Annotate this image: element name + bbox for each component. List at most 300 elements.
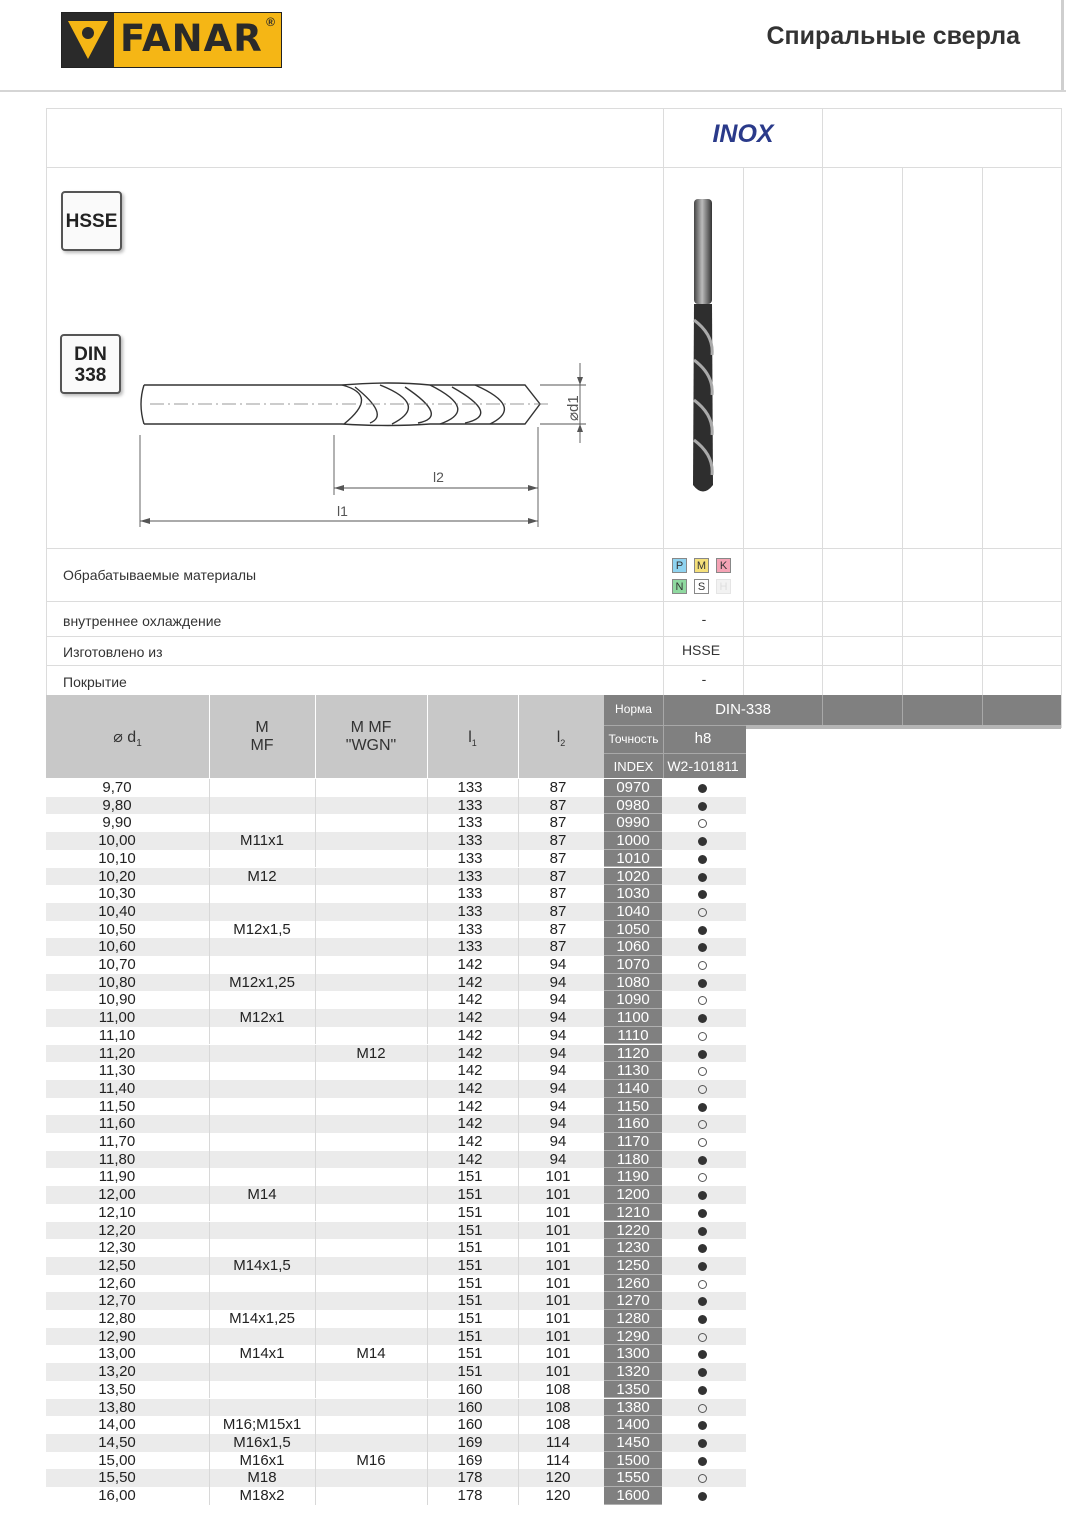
cell-thread-m: [209, 1027, 315, 1045]
cell-l2: 94: [549, 1115, 567, 1133]
norm-value: DIN-338: [715, 701, 771, 718]
index-label: INDEX: [613, 759, 654, 774]
cell-diameter: 13,20: [98, 1363, 136, 1381]
stock-on-order-icon: [698, 1280, 707, 1289]
cell-thread-m: [209, 1328, 315, 1346]
cell-index: 1030: [604, 885, 662, 903]
cell-index: 1050: [604, 921, 662, 939]
cell-index: 1380: [604, 1399, 662, 1417]
cell-index: 1080: [604, 974, 662, 992]
cell-thread-wgn: [315, 1151, 427, 1169]
cell-l1: 133: [457, 849, 483, 867]
cell-index: 1040: [604, 903, 662, 921]
cell-thread-wgn: M14: [356, 1345, 386, 1363]
cell-diameter: 10,50: [98, 920, 136, 938]
cell-thread-m: M18x2: [239, 1487, 285, 1504]
cell-diameter: 16,00: [98, 1487, 136, 1504]
cell-l2: 94: [549, 1133, 567, 1150]
cell-diameter: 11,30: [98, 1062, 136, 1080]
stock-available-icon: [698, 837, 707, 846]
brand-logo: [61, 12, 282, 68]
cell-thread-wgn: [315, 903, 427, 921]
cell-thread-m: M14x1,5: [233, 1256, 291, 1274]
table-row: [46, 832, 746, 850]
cell-thread-m: [209, 797, 315, 815]
cell-diameter: 9,70: [102, 779, 132, 796]
cell-thread-m: [209, 903, 315, 921]
cell-thread-m: [209, 938, 315, 956]
cell-index: 1000: [604, 832, 662, 850]
cell-thread-wgn: [315, 974, 427, 992]
cell-index: 0990: [604, 814, 662, 832]
table-row: [46, 938, 746, 956]
cell-thread-m: M16x1,5: [233, 1433, 291, 1451]
cell-index: 0970: [604, 779, 662, 797]
cell-l2: 101: [545, 1186, 571, 1204]
stock-on-order-icon: [698, 908, 707, 917]
stock-on-order-icon: [698, 1067, 707, 1076]
brand-name: FANAR: [120, 17, 263, 60]
prop-coating-value: -: [701, 671, 707, 687]
cell-thread-wgn: [315, 1204, 427, 1222]
table-row: [46, 1363, 746, 1381]
cell-thread-m: [209, 1080, 315, 1098]
cell-l2: 87: [549, 849, 567, 867]
cell-thread-wgn: [315, 991, 427, 1009]
cell-diameter: 11,20: [98, 1044, 136, 1062]
cell-thread-m: [209, 1115, 315, 1133]
cell-thread-wgn: [315, 832, 427, 850]
cell-thread-m: [209, 1151, 315, 1169]
cell-index: 1120: [604, 1045, 662, 1063]
cell-thread-wgn: [315, 1363, 427, 1381]
cell-diameter: 11,80: [98, 1150, 136, 1168]
cell-index: 1110: [604, 1027, 662, 1045]
table-row: [46, 1328, 746, 1346]
cell-diameter: 13,00: [98, 1345, 136, 1363]
cell-l2: 87: [549, 867, 567, 885]
material-badge: [61, 191, 122, 251]
cell-index: 1170: [604, 1133, 662, 1151]
cell-l1: 133: [457, 832, 483, 850]
cell-thread-m: [209, 1239, 315, 1257]
cell-l1: 151: [457, 1239, 483, 1257]
table-row: [46, 1080, 746, 1098]
cell-l2: 108: [545, 1380, 571, 1398]
stock-available-icon: [698, 1315, 707, 1324]
cell-index: 1140: [604, 1080, 662, 1098]
cell-diameter: 13,50: [98, 1380, 136, 1398]
cell-thread-m: [209, 1045, 315, 1063]
table-row: [46, 779, 746, 797]
cell-l2: 87: [549, 920, 567, 938]
cell-index: 1250: [604, 1257, 662, 1275]
cell-thread-wgn: [315, 956, 427, 974]
cell-diameter: 10,20: [98, 867, 136, 885]
drill-photo: [680, 195, 726, 500]
cell-thread-m: [209, 779, 315, 797]
table-row: [46, 1168, 746, 1186]
material-s: S: [694, 579, 709, 594]
cell-diameter: 10,10: [98, 849, 136, 867]
cell-index: 1090: [604, 991, 662, 1009]
stock-on-order-icon: [698, 819, 707, 828]
cell-l1: 142: [457, 991, 483, 1009]
cell-thread-wgn: [315, 1133, 427, 1151]
cell-diameter: 13,80: [98, 1398, 136, 1416]
cell-l2: 108: [545, 1398, 571, 1416]
table-row: [46, 1469, 746, 1487]
prop-cooling-value: -: [701, 611, 707, 627]
cell-l2: 87: [549, 902, 567, 920]
cell-diameter: 10,60: [98, 938, 136, 956]
cell-thread-m: [209, 991, 315, 1009]
cell-l2: 87: [549, 938, 567, 956]
prop-coating-label: Покрытие: [63, 674, 127, 690]
cell-thread-wgn: [315, 1080, 427, 1098]
cell-diameter: 12,90: [98, 1327, 136, 1345]
cell-index: 1550: [604, 1469, 662, 1487]
table-row: [46, 1062, 746, 1080]
cell-l1: 151: [457, 1363, 483, 1381]
cell-l1: 142: [457, 1115, 483, 1133]
cell-thread-m: [209, 1062, 315, 1080]
cell-diameter: 11,10: [98, 1026, 136, 1044]
cell-index: 1130: [604, 1062, 662, 1080]
stock-available-icon: [698, 1457, 707, 1466]
stock-available-icon: [698, 926, 707, 935]
cell-thread-m: [209, 850, 315, 868]
cell-l1: 169: [457, 1451, 483, 1469]
drill-drawing: [130, 355, 600, 535]
material-groups: [672, 558, 736, 594]
cell-diameter: 15,50: [98, 1469, 136, 1487]
cell-l2: 94: [549, 973, 567, 991]
cell-thread-m: [209, 1363, 315, 1381]
stock-on-order-icon: [698, 1032, 707, 1041]
cell-diameter: 12,80: [98, 1310, 136, 1327]
stock-on-order-icon: [698, 1173, 707, 1182]
cell-l2: 101: [545, 1345, 571, 1363]
cell-l2: 94: [549, 1026, 567, 1044]
cell-l2: 101: [545, 1168, 571, 1186]
cell-diameter: 15,00: [98, 1451, 136, 1469]
cell-index: 1600: [604, 1487, 662, 1505]
table-row: [46, 1151, 746, 1169]
cell-diameter: 9,80: [102, 796, 132, 814]
table-row: [46, 1381, 746, 1399]
stock-available-icon: [698, 1421, 707, 1430]
stock-available-icon: [698, 784, 707, 793]
cell-l2: 87: [549, 832, 567, 850]
table-row: [46, 1310, 746, 1328]
cell-thread-m: M12x1,25: [229, 973, 295, 991]
cell-l2: 94: [549, 1079, 567, 1097]
stock-available-icon: [698, 1386, 707, 1395]
cell-diameter: 11,00: [98, 1009, 136, 1027]
cell-l1: 142: [457, 1044, 483, 1062]
cell-thread-wgn: [315, 1469, 427, 1487]
stock-available-icon: [698, 802, 707, 811]
table-row: [46, 868, 746, 886]
cell-l1: 151: [457, 1345, 483, 1363]
cell-index: 1280: [604, 1310, 662, 1328]
cell-index: 1070: [604, 956, 662, 974]
table-row: [46, 1292, 746, 1310]
cell-diameter: 12,70: [98, 1292, 136, 1310]
cell-l2: 101: [545, 1292, 571, 1310]
cell-thread-m: [209, 885, 315, 903]
cell-l2: 101: [545, 1256, 571, 1274]
cell-l1: 142: [457, 973, 483, 991]
cell-index: 1200: [604, 1186, 662, 1204]
cell-thread-wgn: [315, 885, 427, 903]
cell-index: 0980: [604, 797, 662, 815]
cell-diameter: 10,70: [98, 956, 136, 973]
material-n: N: [672, 579, 687, 594]
cell-l2: 101: [545, 1310, 571, 1327]
cell-l1: 151: [457, 1186, 483, 1204]
header-divider: [0, 90, 1066, 92]
cell-thread-wgn: M16: [356, 1451, 386, 1469]
stock-available-icon: [698, 1103, 707, 1112]
cell-diameter: 12,10: [98, 1203, 136, 1221]
cell-l1: 133: [457, 779, 483, 796]
cell-thread-m: M14x1,25: [229, 1310, 295, 1327]
table-row: [46, 1222, 746, 1240]
cell-l2: 94: [549, 1150, 567, 1168]
cell-l2: 94: [549, 991, 567, 1009]
cell-l1: 151: [457, 1274, 483, 1292]
cell-thread-wgn: [315, 938, 427, 956]
cell-thread-m: [209, 814, 315, 832]
norm-label: Норма: [615, 702, 652, 716]
table-row: [46, 1115, 746, 1133]
cell-index: 1150: [604, 1098, 662, 1116]
cell-thread-wgn: [315, 1310, 427, 1328]
page-edge: [1061, 0, 1064, 90]
cell-thread-wgn: [315, 1381, 427, 1399]
cell-diameter: 12,20: [98, 1221, 136, 1239]
cell-thread-m: [209, 1098, 315, 1116]
cell-thread-wgn: M12: [356, 1044, 386, 1062]
cell-thread-wgn: [315, 1487, 427, 1505]
table-row: [46, 850, 746, 868]
table-row: [46, 797, 746, 815]
cell-l2: 108: [545, 1416, 571, 1434]
table-row: [46, 1452, 746, 1470]
cell-l1: 133: [457, 920, 483, 938]
cell-thread-wgn: [315, 1434, 427, 1452]
cell-l2: 101: [545, 1203, 571, 1221]
cell-diameter: 11,60: [98, 1115, 136, 1133]
cell-l1: 133: [457, 867, 483, 885]
stock-available-icon: [698, 979, 707, 988]
stock-available-icon: [698, 1244, 707, 1253]
table-row: [46, 956, 746, 974]
cell-index: 1230: [604, 1239, 662, 1257]
table-row: [46, 814, 746, 832]
stock-on-order-icon: [698, 1404, 707, 1413]
cell-l2: 94: [549, 956, 567, 973]
col-thread-m: M MF: [250, 719, 274, 754]
prop-cooling-label: внутреннее охлаждение: [63, 613, 222, 629]
index-value: W2-101811: [667, 758, 739, 774]
cell-thread-m: [209, 1399, 315, 1417]
cell-thread-m: [209, 1292, 315, 1310]
cell-diameter: 12,60: [98, 1274, 136, 1292]
cell-thread-m: [209, 1222, 315, 1240]
cell-thread-wgn: [315, 814, 427, 832]
cell-diameter: 14,00: [98, 1416, 136, 1434]
cell-l1: 142: [457, 1079, 483, 1097]
cell-index: 1300: [604, 1345, 662, 1363]
cell-index: 1350: [604, 1381, 662, 1399]
cell-thread-m: M12: [247, 867, 277, 885]
stock-on-order-icon: [698, 1474, 707, 1483]
cell-l1: 151: [457, 1292, 483, 1310]
cell-diameter: 10,00: [98, 832, 136, 850]
cell-thread-wgn: [315, 1328, 427, 1346]
cell-thread-wgn: [315, 779, 427, 797]
stock-available-icon: [698, 1227, 707, 1236]
cell-l2: 94: [549, 1044, 567, 1062]
table-row: [46, 991, 746, 1009]
table-row: [46, 1275, 746, 1293]
cell-thread-m: [209, 956, 315, 974]
cell-diameter: 12,30: [98, 1239, 136, 1257]
cell-thread-wgn: [315, 1009, 427, 1027]
norm-badge-line2: 338: [74, 365, 107, 386]
cell-thread-m: M16;M15x1: [222, 1416, 302, 1434]
col-l1: $l_1$: [468, 729, 477, 749]
cell-thread-wgn: [315, 1115, 427, 1133]
cell-thread-wgn: [315, 1168, 427, 1186]
cell-thread-m: M16x1: [239, 1451, 285, 1469]
cell-index: 1180: [604, 1151, 662, 1169]
cell-index: 1400: [604, 1416, 662, 1434]
cell-index: 1010: [604, 850, 662, 868]
table-row: [46, 1009, 746, 1027]
cell-l2: 87: [549, 779, 567, 796]
cell-l2: 101: [545, 1327, 571, 1345]
cell-thread-m: [209, 1275, 315, 1293]
table-row: [46, 1098, 746, 1116]
cell-l1: 142: [457, 1009, 483, 1027]
cell-l2: 120: [545, 1487, 571, 1504]
table-row: [46, 885, 746, 903]
stock-on-order-icon: [698, 1120, 707, 1129]
cell-diameter: 12,50: [98, 1256, 136, 1274]
cell-l1: 133: [457, 796, 483, 814]
cell-l1: 178: [457, 1469, 483, 1487]
dim-d1-label: ⌀d1: [565, 395, 582, 421]
table-row: [46, 1416, 746, 1434]
cell-diameter: 10,40: [98, 902, 136, 920]
series-name: INOX: [712, 120, 774, 148]
cell-thread-wgn: [315, 1222, 427, 1240]
stock-available-icon: [698, 1014, 707, 1023]
material-p: P: [672, 558, 687, 573]
cell-index: 1500: [604, 1452, 662, 1470]
cell-l1: 178: [457, 1487, 483, 1504]
table-row: [46, 903, 746, 921]
cell-l1: 142: [457, 1133, 483, 1150]
cell-l1: 160: [457, 1380, 483, 1398]
cell-diameter: 10,80: [98, 973, 136, 991]
cell-thread-wgn: [315, 1257, 427, 1275]
cell-index: 1060: [604, 938, 662, 956]
cell-l2: 94: [549, 1062, 567, 1080]
stock-available-icon: [698, 1492, 707, 1501]
cell-l1: 142: [457, 1097, 483, 1115]
cell-l2: 120: [545, 1469, 571, 1487]
cell-thread-m: [209, 1133, 315, 1151]
cell-l1: 133: [457, 814, 483, 832]
cell-thread-wgn: [315, 868, 427, 886]
table-row: [46, 1186, 746, 1204]
stock-available-icon: [698, 943, 707, 952]
cell-thread-wgn: [315, 1186, 427, 1204]
table-row: [46, 1487, 746, 1505]
cell-thread-m: M14: [247, 1186, 277, 1204]
material-k: K: [716, 558, 731, 573]
col-thread-wgn: M MF "WGN": [345, 719, 397, 754]
table-row: [46, 1027, 746, 1045]
cell-diameter: 9,90: [102, 814, 132, 832]
cell-thread-wgn: [315, 797, 427, 815]
cell-l2: 114: [546, 1451, 570, 1469]
cell-index: 1290: [604, 1328, 662, 1346]
cell-l2: 101: [545, 1363, 571, 1381]
stock-available-icon: [698, 1191, 707, 1200]
cell-thread-wgn: [315, 1416, 427, 1434]
cell-l2: 114: [546, 1433, 570, 1451]
cell-index: 1210: [604, 1204, 662, 1222]
cell-l1: 133: [457, 938, 483, 956]
stock-on-order-icon: [698, 1085, 707, 1094]
cell-l1: 142: [457, 1150, 483, 1168]
cell-index: 1320: [604, 1363, 662, 1381]
cell-index: 1190: [604, 1168, 662, 1186]
norm-badge-line1: DIN: [74, 344, 107, 365]
cell-l1: 160: [457, 1416, 483, 1434]
cell-l2: 101: [545, 1221, 571, 1239]
cell-diameter: 11,40: [98, 1079, 136, 1097]
cell-thread-m: M11x1: [240, 832, 284, 850]
cell-thread-m: [209, 1204, 315, 1222]
cell-l1: 151: [457, 1168, 483, 1186]
prop-made-of-label: Изготовлено из: [63, 644, 163, 660]
cell-l1: 160: [457, 1398, 483, 1416]
cell-l1: 169: [457, 1433, 483, 1451]
cell-l1: 142: [457, 1026, 483, 1044]
table-row: [46, 1045, 746, 1063]
cell-index: 1020: [604, 868, 662, 886]
cell-thread-wgn: [315, 850, 427, 868]
tolerance-label: Точность: [608, 732, 659, 746]
cell-diameter: 11,50: [98, 1097, 136, 1115]
registered-mark: ®: [266, 15, 275, 29]
norm-badge: [60, 334, 121, 394]
cell-thread-m: M18: [247, 1469, 277, 1487]
cell-l1: 151: [457, 1327, 483, 1345]
stock-on-order-icon: [698, 1333, 707, 1342]
table-row: [46, 1257, 746, 1275]
page-title: Спиральные сверла: [766, 22, 1020, 50]
logo-emblem: [62, 13, 114, 67]
stock-available-icon: [698, 873, 707, 882]
